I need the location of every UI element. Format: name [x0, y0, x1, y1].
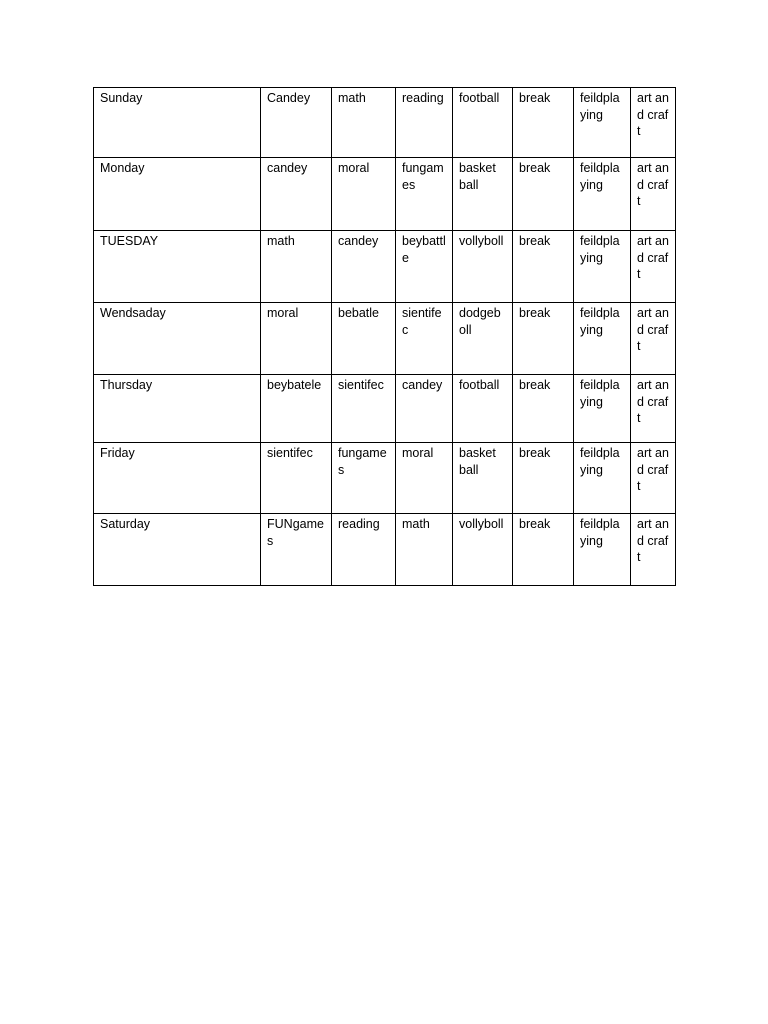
table-row: [94, 514, 676, 586]
table-cell: feildplaying: [574, 88, 631, 158]
table-row: [94, 303, 676, 375]
table-cell: moral: [332, 158, 396, 231]
table-cell: dodgeboll: [453, 303, 513, 375]
table-cell: fungames: [396, 158, 453, 231]
table-cell: Monday: [94, 158, 261, 231]
table-cell: break: [513, 158, 574, 231]
table-row: [94, 88, 676, 158]
table-cell: moral: [261, 303, 332, 375]
table-cell: vollyboll: [453, 231, 513, 303]
table-cell: break: [513, 443, 574, 514]
table-cell: feildplaying: [574, 231, 631, 303]
table-cell: reading: [332, 514, 396, 586]
table-cell: basket ball: [453, 158, 513, 231]
table-cell: feildplaying: [574, 303, 631, 375]
weekly-schedule-table: [93, 87, 676, 586]
table-cell: vollyboll: [453, 514, 513, 586]
table-cell: FUNgames: [261, 514, 332, 586]
table-cell: break: [513, 303, 574, 375]
table-cell: break: [513, 231, 574, 303]
table-cell: fungames: [332, 443, 396, 514]
table-cell: feildplaying: [574, 375, 631, 443]
table-cell: TUESDAY: [94, 231, 261, 303]
table-cell: Saturday: [94, 514, 261, 586]
table-cell: Thursday: [94, 375, 261, 443]
table-cell: sientifec: [396, 303, 453, 375]
table-cell: basket ball: [453, 443, 513, 514]
table-cell: moral: [396, 443, 453, 514]
table-cell: feildplaying: [574, 443, 631, 514]
table-cell: feildplaying: [574, 514, 631, 586]
table-cell: sientifec: [261, 443, 332, 514]
table-cell: bebatle: [332, 303, 396, 375]
table-cell: Wendsaday: [94, 303, 261, 375]
table-row: [94, 443, 676, 514]
table-cell: art and craft: [631, 88, 676, 158]
table-cell: art and craft: [631, 303, 676, 375]
table-cell: candey: [396, 375, 453, 443]
table-cell: art and craft: [631, 514, 676, 586]
table-cell: Friday: [94, 443, 261, 514]
table-cell: Sunday: [94, 88, 261, 158]
table-cell: Candey: [261, 88, 332, 158]
table-cell: football: [453, 88, 513, 158]
table-cell: candey: [332, 231, 396, 303]
table-cell: math: [396, 514, 453, 586]
table-cell: football: [453, 375, 513, 443]
table-row: [94, 375, 676, 443]
table-cell: art and craft: [631, 158, 676, 231]
table-cell: break: [513, 88, 574, 158]
table-cell: sientifec: [332, 375, 396, 443]
table-cell: break: [513, 514, 574, 586]
table-cell: math: [332, 88, 396, 158]
table-cell: art and craft: [631, 443, 676, 514]
table-cell: math: [261, 231, 332, 303]
table-cell: art and craft: [631, 231, 676, 303]
table-cell: reading: [396, 88, 453, 158]
table-cell: beybattle: [396, 231, 453, 303]
table-cell: break: [513, 375, 574, 443]
table-row: [94, 231, 676, 303]
table-cell: candey: [261, 158, 332, 231]
table-row: [94, 158, 676, 231]
table-cell: beybatele: [261, 375, 332, 443]
table-cell: feildplaying: [574, 158, 631, 231]
table-cell: art and craft: [631, 375, 676, 443]
